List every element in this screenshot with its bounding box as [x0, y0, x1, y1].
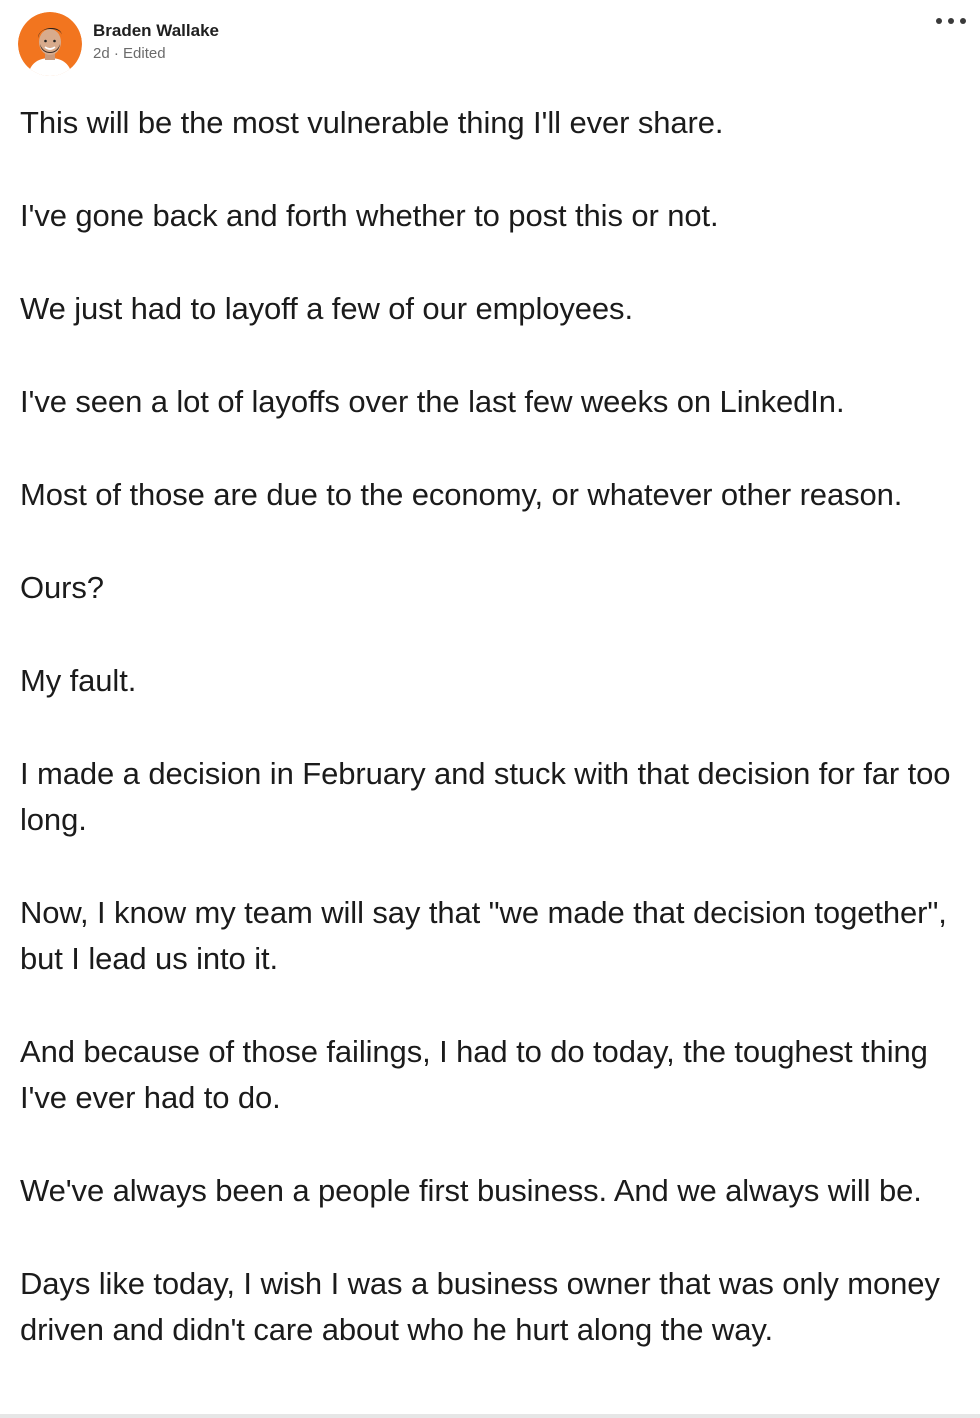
post-paragraph: Ours?: [20, 570, 104, 605]
post-paragraph: I made a decision in February and stuck with that decision for far too long.: [20, 756, 951, 837]
post-paragraph: And because of those failings, I had to do today, the toughest thing I've ever had to do.: [20, 1034, 928, 1115]
post-paragraph: Days like today, I wish I was a business owner that was only money driven and didn't care about who he hurt along the way.: [20, 1266, 940, 1347]
avatar[interactable]: [18, 12, 82, 76]
more-options-button[interactable]: [936, 10, 966, 32]
post-header: [18, 12, 219, 76]
post-paragraph: My fault.: [20, 663, 137, 698]
post-meta: [93, 43, 219, 65]
more-options-icon: [936, 18, 942, 24]
post-paragraph: I've seen a lot of layoffs over the last few weeks on LinkedIn.: [20, 384, 845, 419]
post-body: [20, 100, 965, 1400]
author-name[interactable]: Braden Wallake: [93, 20, 219, 40]
edited-label: Edited: [123, 44, 166, 62]
post-paragraph: I've gone back and forth whether to post this or not.: [20, 198, 719, 233]
more-options-icon: [960, 18, 966, 24]
more-options-icon: [948, 18, 954, 24]
post-paragraph: This will be the most vulnerable thing I'll ever share.: [20, 105, 724, 140]
post-time: 2d: [93, 44, 110, 62]
post-paragraph: Most of those are due to the economy, or whatever other reason.: [20, 477, 903, 512]
author-info: [93, 20, 219, 65]
post-paragraph: Now, I know my team will say that "we made that decision together", but I lead us into it.: [20, 895, 947, 976]
post-divider: [0, 1414, 980, 1418]
profile-photo-icon: [18, 12, 82, 76]
post-paragraph: We just had to layoff a few of our employees.: [20, 291, 633, 326]
post-paragraph: We've always been a people first business. And we always will be.: [20, 1173, 922, 1208]
meta-separator: ·: [113, 44, 119, 62]
